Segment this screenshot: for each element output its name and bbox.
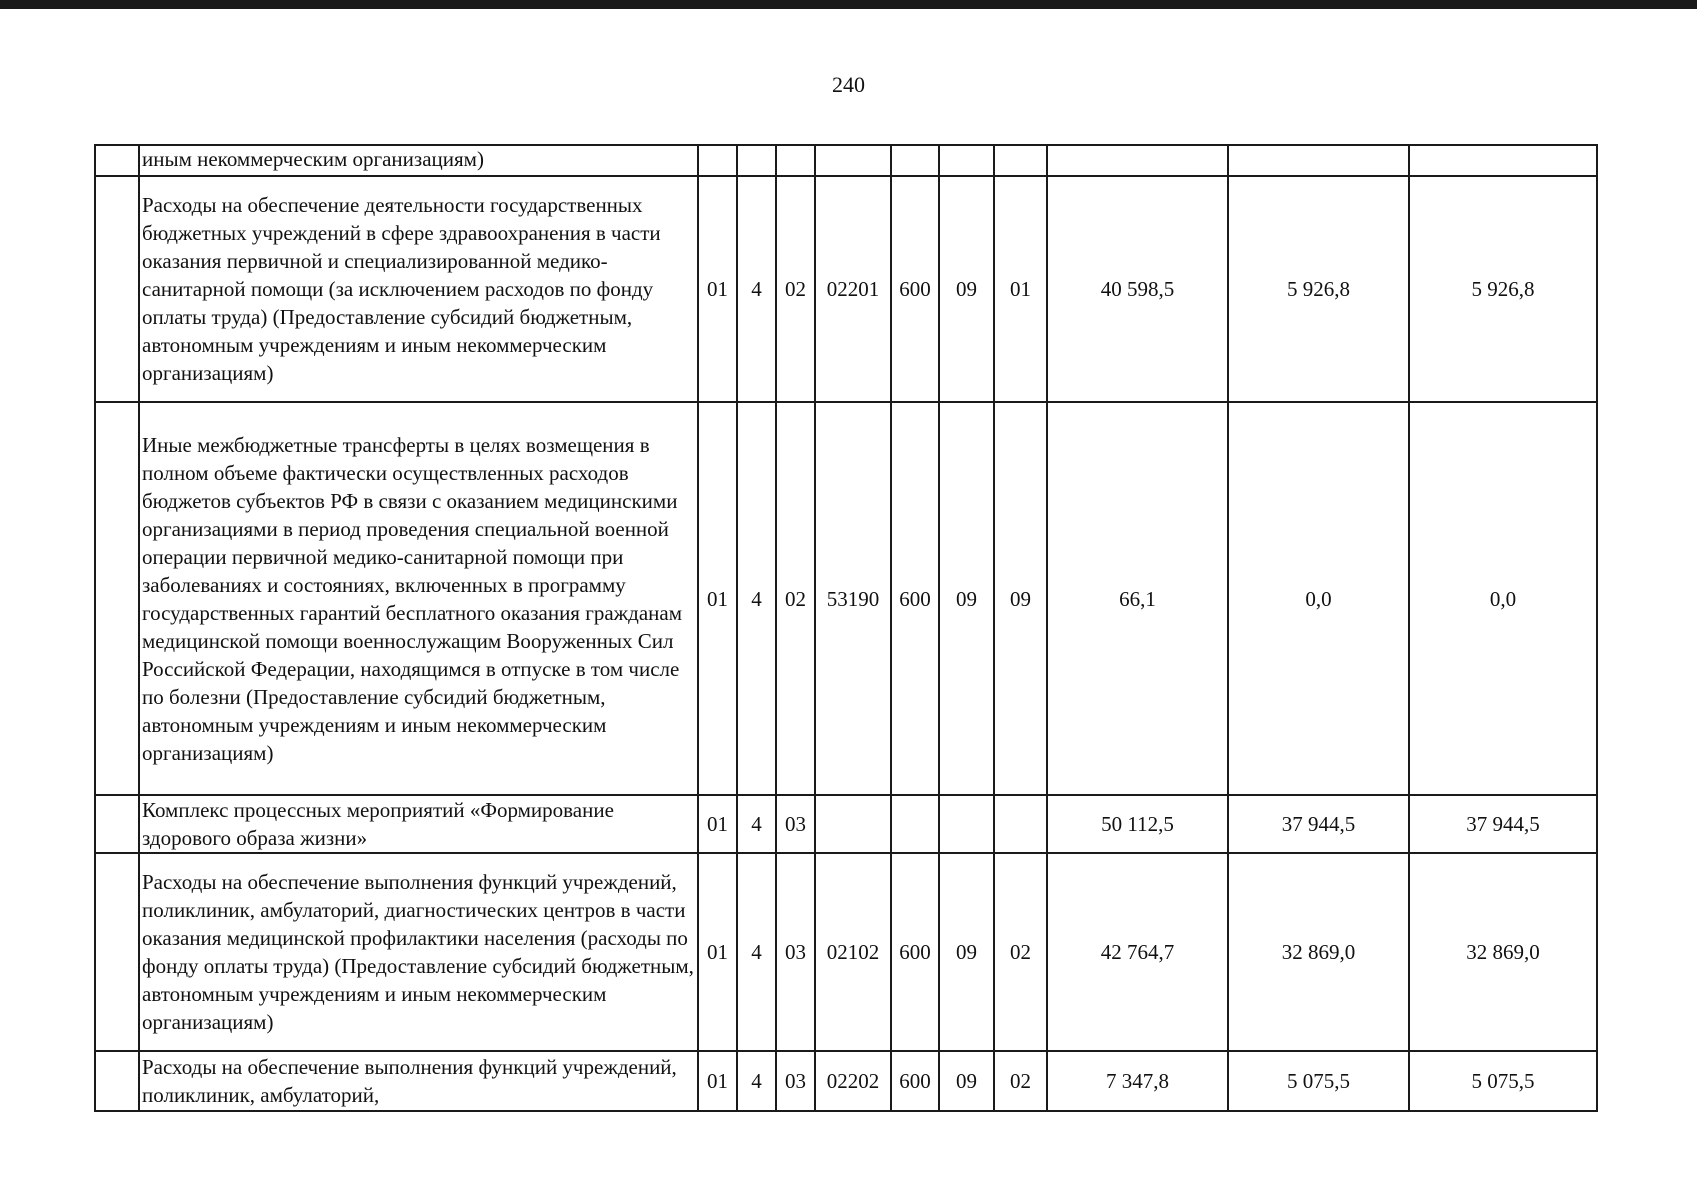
expense-name-cell: Комплекс процессных мероприятий «Формирование здорового образа жизни» [139,795,698,853]
row-index-cell [95,145,139,176]
code-cell-3: 03 [776,1051,815,1111]
amount-cell-1: 66,1 [1047,402,1228,795]
code-cell-7: 01 [994,176,1047,402]
code-cell-2: 4 [737,1051,776,1111]
code-cell-6 [939,795,994,853]
scan-top-edge [0,0,1697,9]
code-cell-5: 600 [891,176,939,402]
code-cell-7: 09 [994,402,1047,795]
code-cell-2: 4 [737,402,776,795]
code-cell-1: 01 [698,402,737,795]
code-cell-5 [891,145,939,176]
code-cell-1 [698,145,737,176]
amount-cell-2: 5 926,8 [1228,176,1409,402]
amount-cell-2 [1228,145,1409,176]
expense-name-cell: Иные межбюджетные трансферты в целях возмещения в полном объеме фактически осуществленных расходов бюджетов субъектов РФ в связи с оказанием медицинскими организациями в период проведения специальной военной операции первичной медико-санитарной помощи при заболеваниях и состояниях, включенных в программу государственных гарантий бесплатного оказания гражданам медицинской помощи военнослужащим Вооруженных Сил Российской Федерации, находящимся в отпуске в том числе по болезни (Предоставление субсидий бюджетным, автономным учреждениям и иным некоммерческим организациям) [139,402,698,795]
code-cell-1: 01 [698,853,737,1051]
row-index-cell [95,176,139,402]
amount-cell-3: 5 926,8 [1409,176,1597,402]
row-index-cell [95,402,139,795]
expense-name-cell: иным некоммерческим организациям) [139,145,698,176]
code-cell-5: 600 [891,402,939,795]
code-cell-2 [737,145,776,176]
amount-cell-1: 40 598,5 [1047,176,1228,402]
code-cell-6: 09 [939,1051,994,1111]
amount-cell-3: 37 944,5 [1409,795,1597,853]
code-cell-7: 02 [994,1051,1047,1111]
code-cell-3: 03 [776,795,815,853]
amount-cell-3: 32 869,0 [1409,853,1597,1051]
code-cell-5 [891,795,939,853]
code-cell-4 [815,145,891,176]
code-cell-3: 02 [776,402,815,795]
expense-name-cell: Расходы на обеспечение выполнения функций учреждений, поликлиник, амбулаторий, диагностических центров в части оказания медицинской профилактики населения (расходы по фонду оплаты труда) (Предоставление субсидий бюджетным, автономным учреждениям и иным некоммерческим организациям) [139,853,698,1051]
amount-cell-2: 32 869,0 [1228,853,1409,1051]
amount-cell-1: 50 112,5 [1047,795,1228,853]
code-cell-1: 01 [698,1051,737,1111]
code-cell-7: 02 [994,853,1047,1051]
amount-cell-2: 37 944,5 [1228,795,1409,853]
row-index-cell [95,795,139,853]
table-row [95,176,1597,402]
code-cell-6: 09 [939,402,994,795]
code-cell-4: 02202 [815,1051,891,1111]
amount-cell-1: 7 347,8 [1047,1051,1228,1111]
code-cell-7 [994,145,1047,176]
table-row [95,402,1597,795]
code-cell-5: 600 [891,853,939,1051]
code-cell-2: 4 [737,853,776,1051]
amount-cell-1 [1047,145,1228,176]
table-row [95,145,1597,176]
code-cell-6: 09 [939,176,994,402]
amount-cell-3 [1409,145,1597,176]
code-cell-4 [815,795,891,853]
table-row [95,795,1597,853]
row-index-cell [95,1051,139,1111]
code-cell-5: 600 [891,1051,939,1111]
budget-table [94,144,1598,1112]
code-cell-7 [994,795,1047,853]
page-number: 240 [832,72,865,97]
code-cell-4: 02102 [815,853,891,1051]
code-cell-3 [776,145,815,176]
amount-cell-3: 0,0 [1409,402,1597,795]
code-cell-3: 02 [776,176,815,402]
expense-name-cell: Расходы на обеспечение выполнения функций учреждений, поликлиник, амбулаторий, [139,1051,698,1111]
code-cell-1: 01 [698,795,737,853]
code-cell-4: 53190 [815,402,891,795]
code-cell-6: 09 [939,853,994,1051]
expense-name-cell: Расходы на обеспечение деятельности государственных бюджетных учреждений в сфере здравоохранения в части оказания первичной и специализированной медико-санитарной помощи (за исключением расходов по фонду оплаты труда) (Предоставление субсидий бюджетным, автономным учреждениям и иным некоммерческим организациям) [139,176,698,402]
code-cell-6 [939,145,994,176]
code-cell-2: 4 [737,795,776,853]
code-cell-1: 01 [698,176,737,402]
code-cell-3: 03 [776,853,815,1051]
amount-cell-2: 0,0 [1228,402,1409,795]
amount-cell-3: 5 075,5 [1409,1051,1597,1111]
table-row [95,853,1597,1051]
amount-cell-2: 5 075,5 [1228,1051,1409,1111]
code-cell-2: 4 [737,176,776,402]
table-row [95,1051,1597,1111]
row-index-cell [95,853,139,1051]
amount-cell-1: 42 764,7 [1047,853,1228,1051]
code-cell-4: 02201 [815,176,891,402]
